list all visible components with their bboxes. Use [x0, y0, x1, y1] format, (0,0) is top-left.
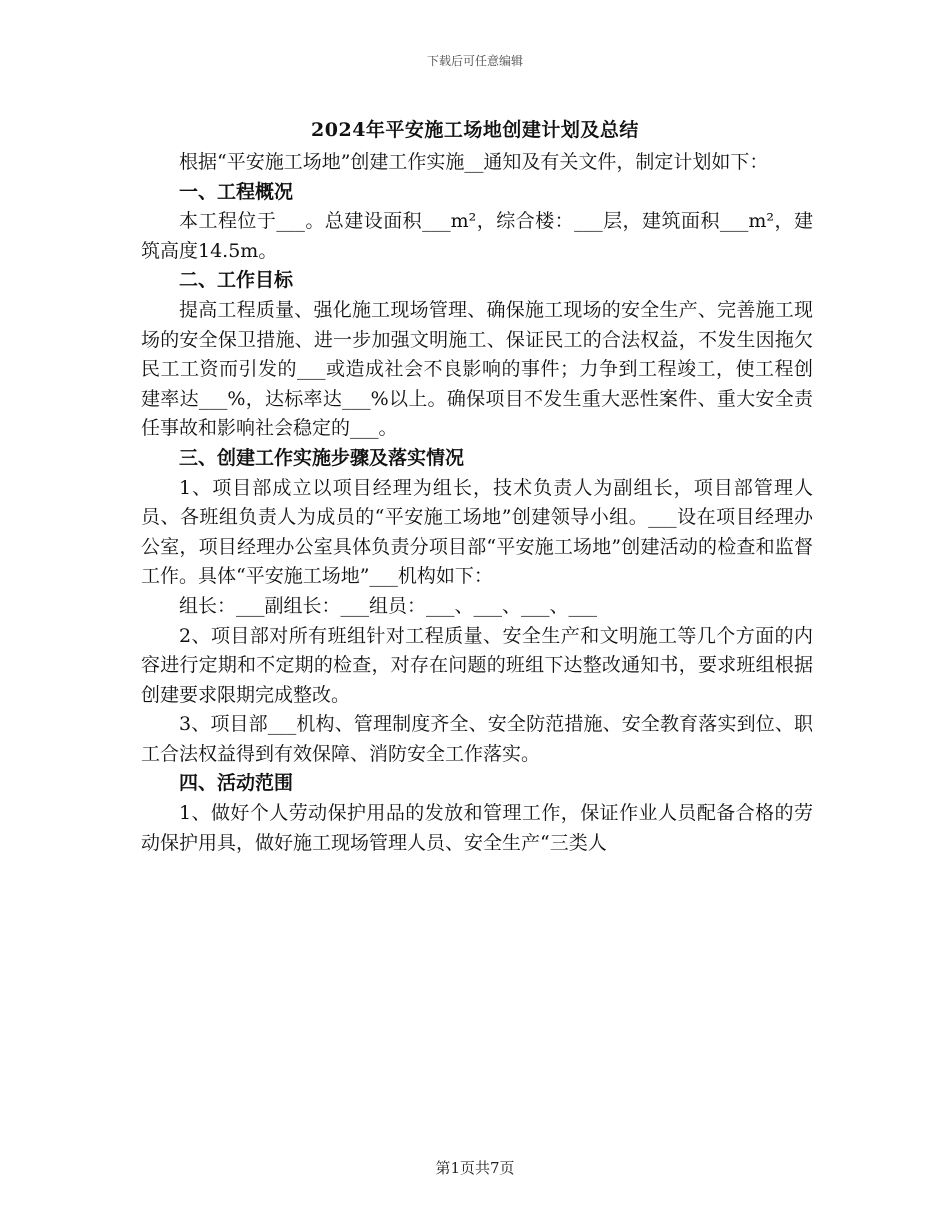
section-heading-overview: 一、工程概况 — [179, 180, 294, 203]
goals-paragraph: 提高工程质量、强化施工现场管理、确保施工现场的安全生产、完善施工现场的安全保卫措施、进一步加强文明施工、保证民工的合法权益，不发生因拖欠民工工资而引发的___或造成社会不良影响的事件；力争到工程竣工，使工程创建率达___%，达标率达___%以上。确保项目不发生重大恶性案件、重大安全责任事故和影响社会稳定的___。 — [141, 298, 813, 440]
section-heading-steps: 三、创建工作实施步骤及落实情况 — [179, 446, 465, 469]
document-title: 2024年平安施工场地创建计划及总结 — [311, 119, 639, 141]
steps-paragraph-roster: 组长：___副组长：___组员：___、___、___、___ — [179, 594, 598, 617]
page-footer: 第1页共7页 — [435, 1159, 515, 1177]
steps-paragraph-2: 2、项目部对所有班组针对工程质量、安全生产和文明施工等几个方面的内容进行定期和不定期的检查，对存在问题的班组下达整改通知书，要求班组根据创建要求限期完成整改。 — [141, 624, 813, 706]
steps-paragraph-1: 1、项目部成立以项目经理为组长，技术负责人为副组长，项目部管理人员、各班组负责人为成员的“平安施工场地”创建领导小组。___设在项目经理办公室，项目经理办公室具体负责分项目部“平安施工场地”创建活动的检查和监督工作。具体“平安施工场地”___机构如下： — [141, 476, 813, 588]
overview-paragraph: 本工程位于___。总建设面积___m²，综合楼：___层，建筑面积___m²，建筑高度14.5m。 — [141, 210, 813, 262]
section-heading-goals: 二、工作目标 — [179, 269, 294, 292]
steps-paragraph-3: 3、项目部___机构、管理制度齐全、安全防范措施、安全教育落实到位、职工合法权益得到有效保障、消防安全工作落实。 — [141, 713, 813, 765]
scope-paragraph-1: 1、做好个人劳动保护用品的发放和管理工作，保证作业人员配备合格的劳动保护用具，做好施工现场管理人员、安全生产“三类人 — [141, 802, 813, 854]
document-body — [141, 148, 813, 858]
section-heading-scope: 四、活动范围 — [179, 772, 294, 795]
intro-paragraph: 根据“平安施工场地”创建工作实施__通知及有关文件，制定计划如下： — [179, 151, 769, 173]
header-note: 下载后可任意编辑 — [426, 54, 523, 68]
